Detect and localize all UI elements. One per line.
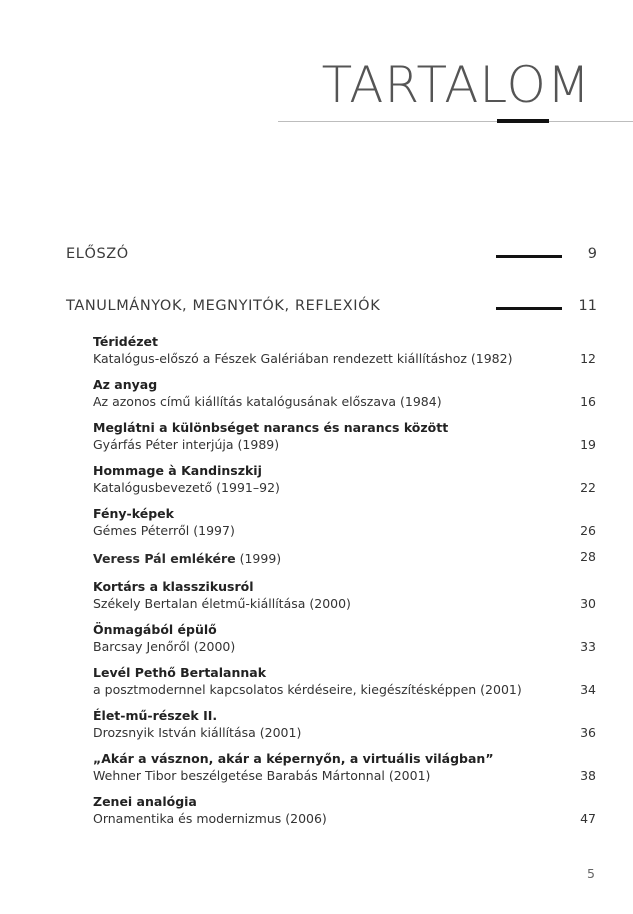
entry-subtitle: Wehner Tibor beszélgetése Barabás Mártonnal (2001) bbox=[93, 768, 431, 783]
entry-title: Fény-képek bbox=[93, 506, 174, 521]
section-bar bbox=[496, 307, 562, 310]
entry-page-number: 30 bbox=[580, 596, 596, 611]
toc-entries bbox=[93, 333, 596, 836]
entry-subtitle: Ornamentika és modernizmus (2006) bbox=[93, 811, 327, 826]
section-page-number: 11 bbox=[578, 298, 597, 314]
entry-page-number: 26 bbox=[580, 523, 596, 538]
entry-title: Hommage à Kandinszkij bbox=[93, 463, 262, 478]
toc-entry[interactable] bbox=[93, 376, 596, 410]
toc-entry[interactable] bbox=[93, 750, 596, 784]
entry-subtitle: Gyárfás Péter interjúja (1989) bbox=[93, 437, 280, 452]
entry-title: Az anyag bbox=[93, 377, 158, 392]
entry-title: Meglátni a különbséget narancs és narancs között bbox=[93, 420, 449, 435]
section-row-tanulmanyok[interactable] bbox=[66, 298, 597, 320]
entry-subtitle: a posztmodernnel kapcsolatos kérdéseire, kiegészítésképpen (2001) bbox=[93, 682, 522, 697]
toc-entry[interactable] bbox=[93, 578, 596, 612]
entry-title: „Akár a vásznon, akár a képernyőn, a virtuális világban” bbox=[93, 751, 494, 766]
entry-page-number: 47 bbox=[580, 811, 596, 826]
title-rule bbox=[278, 121, 633, 122]
toc-entry[interactable] bbox=[93, 793, 596, 827]
page-number: 5 bbox=[587, 866, 595, 881]
entry-title: Levél Pethő Bertalannak bbox=[93, 665, 267, 680]
toc-entry[interactable] bbox=[93, 664, 596, 698]
entry-subtitle: Katalógus-előszó a Fészek Galériában rendezett kiállításhoz (1982) bbox=[93, 351, 513, 366]
toc-entry[interactable] bbox=[93, 462, 596, 496]
entry-subtitle: Drozsnyik István kiállítása (2001) bbox=[93, 725, 302, 740]
entry-page-number: 36 bbox=[580, 725, 596, 740]
entry-page-number: 28 bbox=[580, 549, 596, 564]
entry-subtitle: Az azonos című kiállítás katalógusának előszava (1984) bbox=[93, 394, 442, 409]
entry-title: Téridézet bbox=[93, 334, 158, 349]
entry-year: (1999) bbox=[239, 551, 282, 566]
toc-entry[interactable] bbox=[93, 333, 596, 367]
section-row-eloszo[interactable] bbox=[66, 246, 597, 268]
page-title: TARTALOM bbox=[321, 56, 591, 114]
entry-title: Kortárs a klasszikusról bbox=[93, 579, 254, 594]
title-accent-bar bbox=[497, 119, 549, 123]
entry-page-number: 19 bbox=[580, 437, 596, 452]
entry-page-number: 38 bbox=[580, 768, 596, 783]
section-label: ELŐSZÓ bbox=[66, 246, 129, 262]
entry-subtitle: Székely Bertalan életmű-kiállítása (2000) bbox=[93, 596, 351, 611]
entry-title: Élet-mű-részek II. bbox=[93, 708, 218, 723]
entry-line bbox=[93, 551, 281, 566]
toc-entry[interactable] bbox=[93, 419, 596, 453]
entry-page-number: 12 bbox=[580, 351, 596, 366]
entry-page-number: 34 bbox=[580, 682, 596, 697]
toc-entry[interactable] bbox=[93, 707, 596, 741]
toc-entry[interactable] bbox=[93, 621, 596, 655]
entry-subtitle: Gémes Péterről (1997) bbox=[93, 523, 235, 538]
entry-page-number: 16 bbox=[580, 394, 596, 409]
section-label: TANULMÁNYOK, MEGNYITÓK, REFLEXIÓK bbox=[66, 298, 381, 314]
section-bar bbox=[496, 255, 562, 258]
toc-entry[interactable] bbox=[93, 505, 596, 539]
entry-page-number: 33 bbox=[580, 639, 596, 654]
entry-page-number: 22 bbox=[580, 480, 596, 495]
entry-title: Veress Pál emlékére bbox=[93, 551, 236, 566]
entry-title: Önmagából épülő bbox=[93, 622, 217, 637]
entry-subtitle: Barcsay Jenőről (2000) bbox=[93, 639, 236, 654]
section-page-number: 9 bbox=[587, 246, 597, 262]
entry-title: Zenei analógia bbox=[93, 794, 197, 809]
toc-entry[interactable] bbox=[93, 548, 596, 567]
entry-subtitle: Katalógusbevezető (1991–92) bbox=[93, 480, 280, 495]
